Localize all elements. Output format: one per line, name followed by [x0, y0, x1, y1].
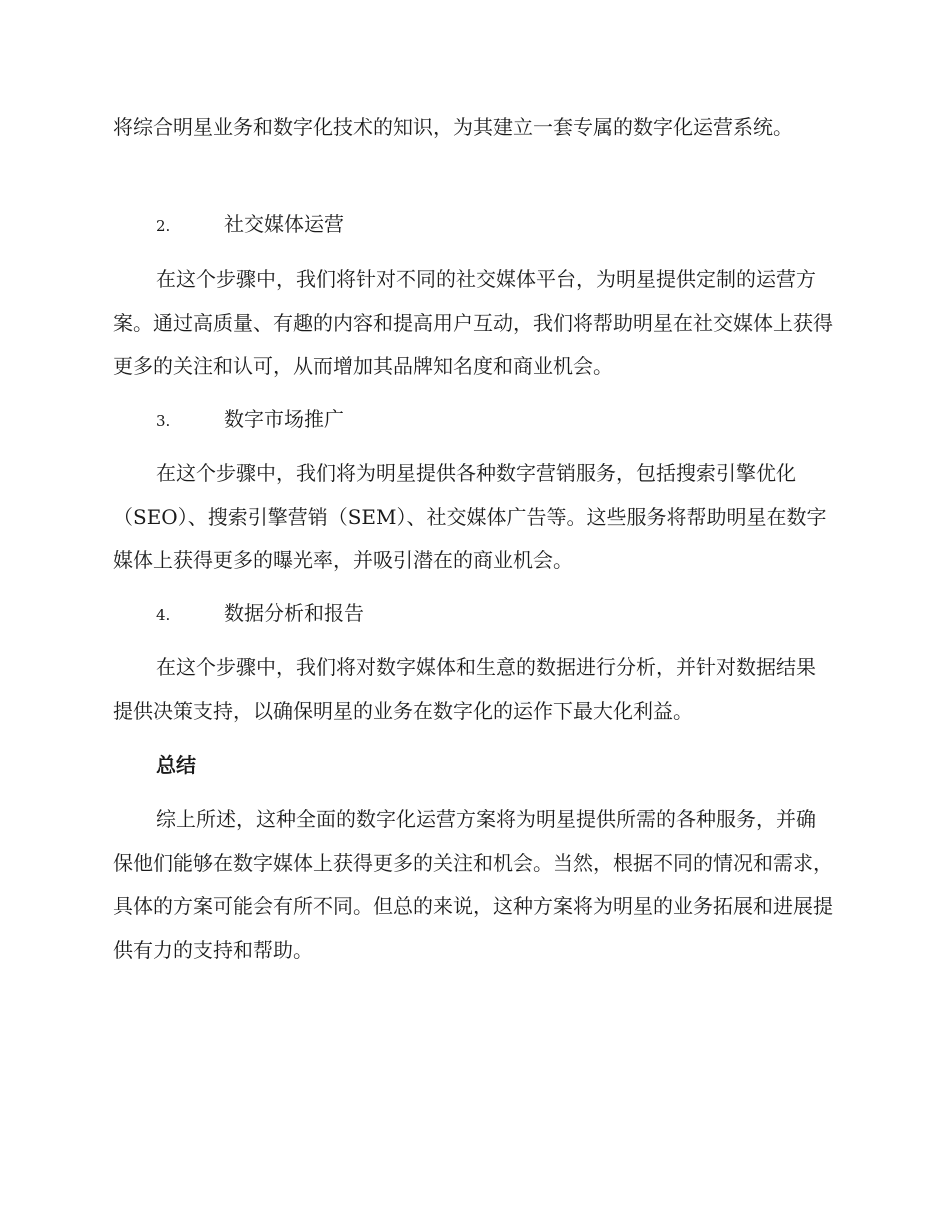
- social-media-paragraph: 在这个步骤中，我们将针对不同的社交媒体平台，为明星提供定制的运营方案。通过高质量、有趣的内容和提高用户互动，我们将帮助明星在社交媒体上获得更多的关注和认可，从而增加其品牌知名度和商业机会。: [113, 267, 833, 378]
- list-item-social-media: [156, 209, 344, 239]
- list-item-title: 数字市场推广: [224, 407, 344, 431]
- summary-paragraph: 综上所述，这种全面的数字化运营方案将为明星提供所需的各种服务，并确保他们能够在数字媒体上获得更多的关注和机会。当然，根据不同的情况和需求，具体的方案可能会有所不同。但总的来说，这种方案将为明星的业务拓展和进展提供有力的支持和帮助。: [113, 807, 833, 962]
- list-item-title: 社交媒体运营: [224, 212, 344, 236]
- list-item-data-analysis: [156, 598, 364, 628]
- summary-heading: 总结: [156, 753, 196, 777]
- list-number: 2.: [156, 217, 171, 235]
- intro-paragraph: 将综合明星业务和数字化技术的知识，为其建立一套专属的数字化运营系统。: [113, 115, 793, 139]
- list-item-title: 数据分析和报告: [224, 601, 364, 625]
- digital-marketing-paragraph: 在这个步骤中，我们将为明星提供各种数字营销服务，包括搜索引擎优化（SEO）、搜索引擎营销（SEM）、社交媒体广告等。这些服务将帮助明星在数字媒体上获得更多的曝光率，并吸引潜在的商业机会。: [113, 461, 827, 572]
- list-number: 4.: [156, 606, 171, 624]
- list-item-digital-marketing: [156, 404, 344, 434]
- list-number: 3.: [156, 412, 171, 430]
- data-analysis-paragraph: 在这个步骤中，我们将对数字媒体和生意的数据进行分析，并针对数据结果提供决策支持，以确保明星的业务在数字化的运作下最大化利益。: [113, 655, 816, 723]
